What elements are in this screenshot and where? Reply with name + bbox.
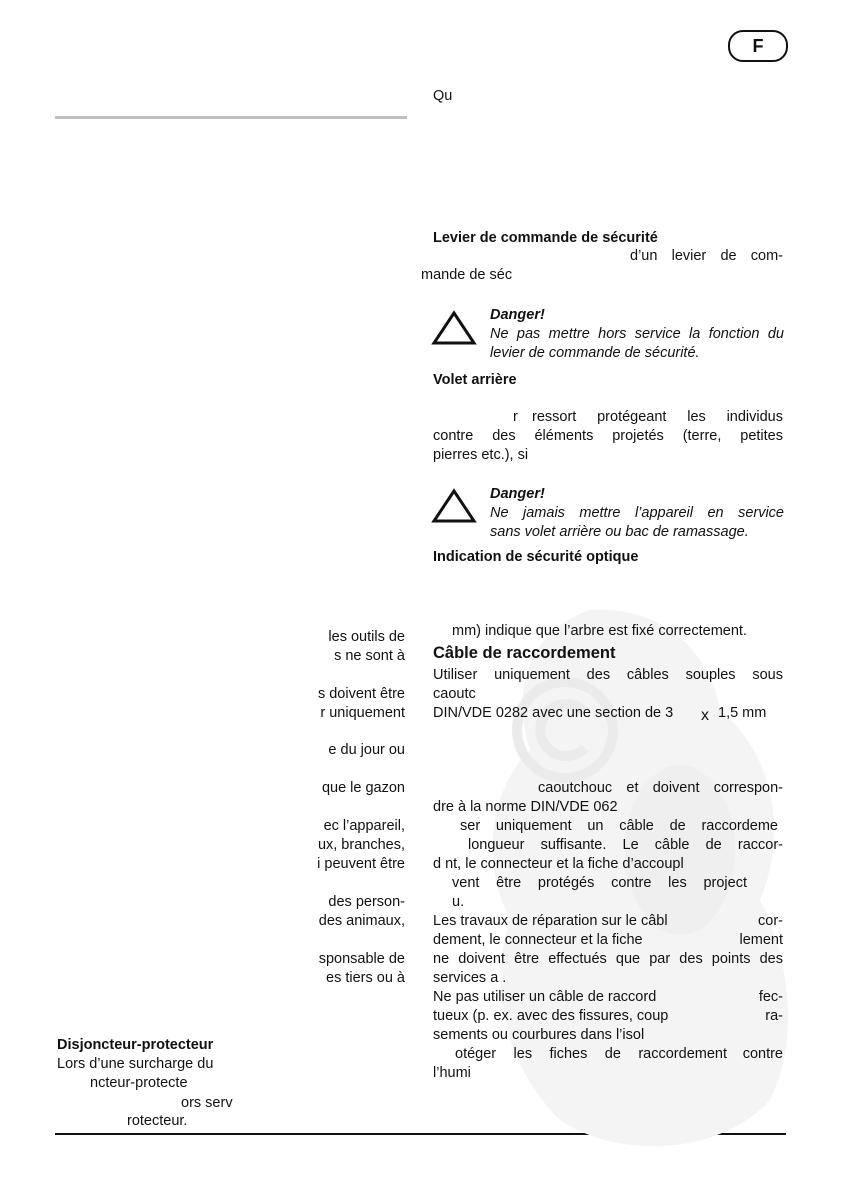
cable-line: d nt, le connecteur et la fiche d’accoupl <box>433 856 684 872</box>
cable-line: caoutchouc et doivent correspon- <box>538 780 783 796</box>
left-fragment: s ne sont à <box>334 648 405 664</box>
left-fragment: e du jour ou <box>328 742 405 758</box>
cable-line: u. <box>452 894 465 910</box>
language-badge: F <box>728 30 788 62</box>
cable-line: l’humi <box>433 1065 471 1081</box>
safety-lever-line: d’un levier de com- <box>630 248 783 264</box>
warning-text: sans volet arrière ou bac de ramassage. <box>490 524 749 540</box>
left-fragment: r uniquement <box>320 705 405 721</box>
cable-line: lement <box>739 932 783 948</box>
cable-line: Utiliser uniquement des câbles souples sous <box>433 667 783 683</box>
cable-line: longueur suffisante. Le câble de raccor- <box>468 837 783 853</box>
cable-line: otéger les fiches de raccordement <box>455 1046 727 1062</box>
warning-text: Ne jamais mettre l’appareil en service <box>490 505 784 521</box>
rear-flap-line: contre des éléments projetés (terre, petites <box>433 428 783 444</box>
cable-line: ra- <box>765 1008 783 1024</box>
cable-line: dement, le connecteur et la fiche <box>433 932 643 948</box>
rear-flap-fragment: r <box>513 409 518 425</box>
warning-title: Danger! <box>490 486 545 502</box>
left-fragment: es tiers ou à <box>326 970 405 986</box>
rear-flap-line: ressort protégeant les individus <box>532 409 783 425</box>
left-fragment: sponsable de <box>318 951 405 967</box>
cable-line: sements ou courbures dans l’isol <box>433 1027 645 1043</box>
left-fragment: les outils de <box>328 629 405 645</box>
top-divider <box>55 116 407 119</box>
warning-title: Danger! <box>490 307 545 323</box>
cable-line: Ne pas utiliser un câble de raccord <box>433 989 657 1005</box>
cable-line: services a . <box>433 970 507 986</box>
cable-heading: Câble de raccordement <box>433 644 616 662</box>
breaker-line: ncteur-protecte <box>90 1075 188 1091</box>
cable-line: contre <box>742 1046 783 1062</box>
cable-line: cor- <box>758 913 783 929</box>
cable-line: caoutc <box>433 686 476 702</box>
safety-lever-heading: Levier de commande de sécurité <box>433 230 658 246</box>
left-fragment: que le gazon <box>321 780 405 796</box>
cable-line: dre à la norme DIN/VDE 062 <box>433 799 618 815</box>
breaker-line: Lors d’une surcharge du <box>57 1056 214 1072</box>
cable-line: ser uniquement un câble de raccordeme <box>460 818 778 834</box>
warning-text: levier de commande de sécurité. <box>490 345 700 361</box>
breaker-heading: Disjoncteur-protecteur <box>57 1037 214 1053</box>
left-fragment: s doivent être <box>317 686 405 702</box>
warning-triangle-icon <box>431 310 477 346</box>
left-fragment: des person- <box>328 894 405 910</box>
warning-text: Ne pas mettre hors service la fonction du <box>490 326 784 342</box>
left-fragment: des animaux, <box>318 913 405 929</box>
cable-line: vent être protégés contre les project <box>452 875 747 891</box>
optical-indicator-line: mm) indique que l’arbre est fixé correctement. <box>452 623 747 639</box>
breaker-line: ors serv <box>181 1095 233 1111</box>
cable-line: ne doivent être effectués que par des points des <box>433 951 783 967</box>
breaker-line: rotecteur. <box>127 1113 188 1129</box>
cable-line: DIN/VDE 0282 avec une section de 3 <box>433 705 674 721</box>
cable-line: fec- <box>758 989 783 1005</box>
warning-triangle-icon <box>431 488 477 524</box>
left-fragment: ec l’appareil, <box>323 818 405 834</box>
cable-line: tueux (p. ex. avec des fissures, coup <box>433 1008 669 1024</box>
left-fragment: ux, branches, <box>317 837 405 853</box>
optical-indicator-heading: Indication de sécurité optique <box>433 549 639 565</box>
cable-line: x <box>701 707 709 724</box>
left-fragment: i peuvent être <box>317 856 405 872</box>
top-fragment: Qu <box>433 88 453 104</box>
cable-line: 1,5 mm <box>718 705 767 721</box>
cable-line: Les travaux de réparation sur le câbl <box>433 913 668 929</box>
rear-flap-heading: Volet arrière <box>433 372 517 388</box>
safety-lever-line: mande de séc <box>421 267 513 283</box>
rear-flap-line: pierres etc.), si <box>433 447 529 463</box>
